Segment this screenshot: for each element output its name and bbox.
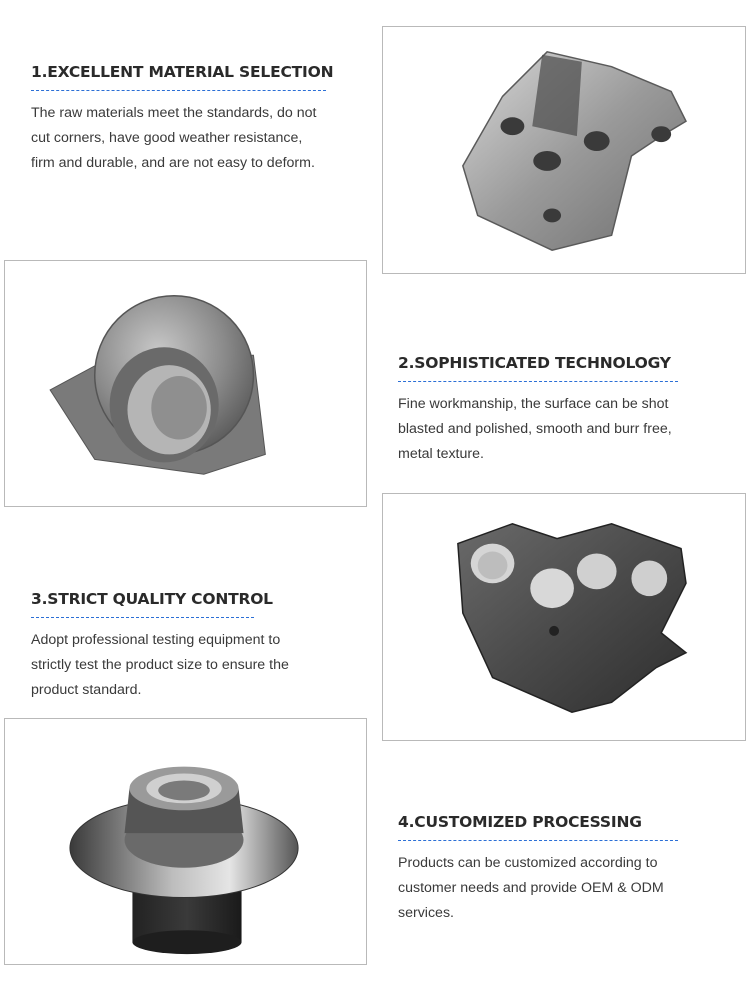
casting-bracket-image — [382, 26, 746, 274]
feature-2-title: 2.SOPHISTICATED TECHNOLOGY — [398, 354, 671, 372]
feature-1-divider — [31, 90, 326, 91]
casting-mount-image — [382, 493, 746, 741]
casting-mount-illustration — [383, 494, 745, 740]
feature-1-description: The raw materials meet the standards, do not cut corners, have good weather resistance, firm and durable, and are not easy to deform. — [31, 105, 317, 171]
feature-3 — [31, 590, 289, 717]
feature-4-divider — [398, 840, 678, 841]
feature-2-divider — [398, 381, 678, 382]
casting-bracket-illustration — [383, 27, 745, 273]
casting-hub-image — [4, 718, 367, 965]
feature-3-description: Adopt professional testing equipment to strictly test the product size to ensure the product standard. — [31, 632, 289, 698]
feature-1-title: 1.EXCELLENT MATERIAL SELECTION — [31, 63, 334, 81]
feature-4-title: 4.CUSTOMIZED PROCESSING — [398, 813, 642, 831]
casting-lug-image — [4, 260, 367, 507]
casting-lug-illustration — [5, 261, 366, 506]
feature-4 — [398, 813, 678, 940]
feature-3-title: 3.STRICT QUALITY CONTROL — [31, 590, 273, 608]
feature-1 — [31, 63, 334, 190]
feature-4-description: Products can be customized according to customer needs and provide OEM & ODM services. — [398, 855, 664, 921]
feature-2-description: Fine workmanship, the surface can be shot blasted and polished, smooth and burr free, metal texture. — [398, 396, 672, 462]
feature-2 — [398, 354, 678, 481]
feature-3-divider — [31, 617, 254, 618]
casting-hub-illustration — [5, 719, 366, 964]
